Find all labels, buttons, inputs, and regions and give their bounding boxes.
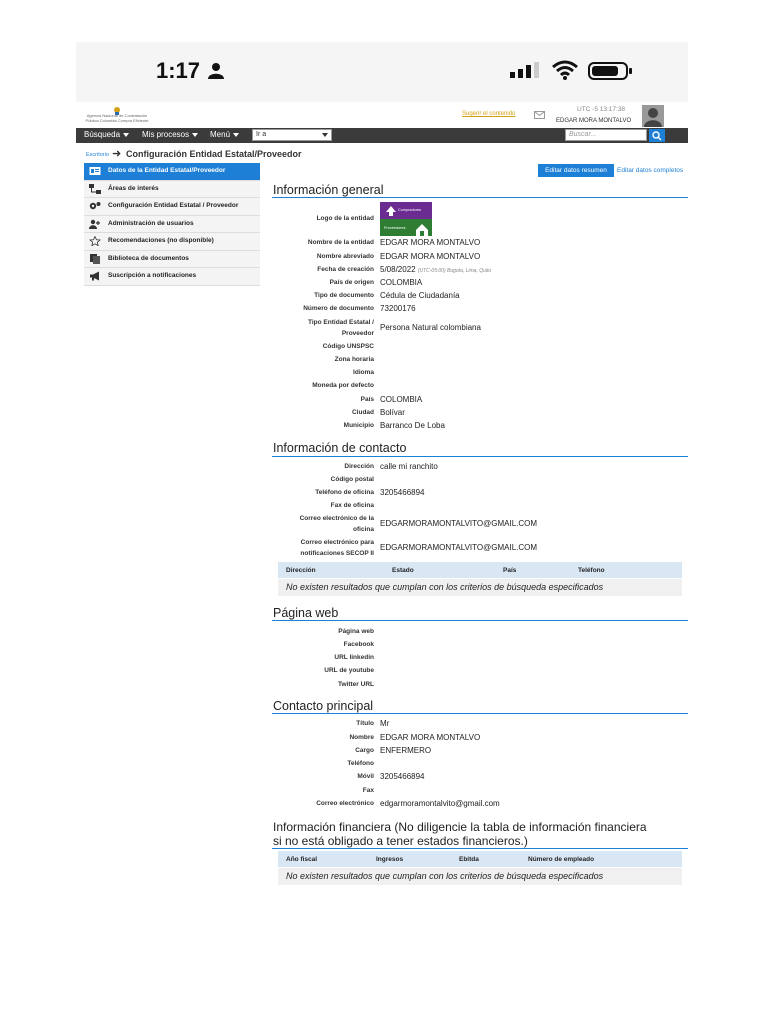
- field-label: Página web: [338, 628, 374, 635]
- field-value: EDGARMORAMONTALVITO@GMAIL.COM: [380, 519, 538, 528]
- field-label: Idioma: [353, 369, 374, 376]
- field-label: Dirección: [344, 463, 374, 470]
- person-icon: [207, 62, 225, 80]
- field-value: EDGAR MORA MONTALVO: [380, 733, 481, 742]
- entity-logo-text-top: Compradores: [398, 208, 422, 212]
- sidebar-item-label: Áreas de interés: [108, 184, 159, 192]
- field-label: Cargo: [355, 747, 374, 754]
- sidebar-item-label: Biblioteca de documentos: [108, 254, 189, 262]
- financial-table-header: [278, 851, 682, 867]
- column-header[interactable]: Estado: [392, 567, 414, 574]
- field-value: COLOMBIA: [380, 278, 423, 287]
- column-header[interactable]: Dirección: [286, 567, 316, 574]
- field-label: Fecha de creación: [317, 266, 374, 273]
- field-label: País de origen: [329, 279, 374, 286]
- wifi-icon: [552, 60, 578, 80]
- field-label: Código postal: [330, 476, 374, 483]
- column-header[interactable]: Ingresos: [376, 856, 404, 863]
- field-label: URL de youtube: [324, 667, 374, 674]
- field-label: Teléfono de oficina: [315, 489, 374, 496]
- field-label: Nombre abreviado: [316, 253, 374, 260]
- section-title-contacto: Información de contacto: [273, 441, 407, 455]
- field-label: Municipio: [343, 422, 374, 429]
- field-value: 3205466894: [380, 488, 425, 497]
- field-label: Logo de la entidad: [316, 215, 374, 222]
- field-label: Código UNSPSC: [322, 343, 374, 350]
- section-divider: [272, 456, 688, 457]
- field-value: EDGAR MORA MONTALVO: [380, 252, 481, 261]
- avatar[interactable]: [642, 105, 664, 127]
- sidebar-item-areas-interes[interactable]: [84, 181, 260, 199]
- suggest-content-link[interactable]: Sugerir el contenido: [462, 111, 516, 117]
- breadcrumb-desk-link[interactable]: Escritorio: [86, 152, 109, 158]
- search-input[interactable]: Buscar...: [565, 129, 647, 141]
- column-header[interactable]: País: [503, 567, 517, 574]
- edit-complete-link[interactable]: Editar datos completos: [617, 167, 684, 174]
- sidebar-item-datos-entidad[interactable]: [84, 163, 260, 181]
- field-value: calle mi ranchito: [380, 462, 438, 471]
- caret-down-icon: [192, 133, 198, 137]
- section-divider: [272, 620, 688, 621]
- field-value: Persona Natural colombiana: [380, 323, 481, 332]
- sidebar-item-suscripcion[interactable]: [84, 268, 260, 286]
- agency-logo-text: Agencia Nacional de Contratación Pública Colombia Compra Eficiente: [85, 113, 149, 123]
- field-value: Barranco De Loba: [380, 421, 445, 430]
- field-label: Zona horaria: [334, 356, 374, 363]
- entity-logo-text-bottom: Proveedores: [384, 226, 406, 230]
- field-label: Nombre: [349, 734, 374, 741]
- go-to-select[interactable]: Ir a: [252, 129, 332, 141]
- sidebar-item-label: Datos de la Entidad Estatal/Proveedor: [108, 167, 226, 174]
- field-label: Correo electrónico: [316, 800, 374, 807]
- field-label: Tipo Entidad Estatal /: [308, 319, 374, 326]
- documents-icon: [89, 254, 101, 264]
- column-header[interactable]: Teléfono: [578, 567, 605, 574]
- users-icon: [89, 219, 101, 229]
- utc-clock: UTC -5 13:17:38: [577, 106, 626, 113]
- sidebar-item-biblioteca[interactable]: [84, 251, 260, 269]
- section-title-financiera: Información financiera (No diligencie la tabla de información financiera: [273, 820, 647, 834]
- field-label: Correo electrónico para: [300, 539, 374, 546]
- field-value: Bolívar: [380, 408, 405, 417]
- section-subtitle-financiera: si no está obligado a tener estados financieros.): [273, 834, 528, 848]
- search-button[interactable]: [649, 129, 665, 142]
- field-label: Moneda por defecto: [312, 382, 374, 389]
- address-table-header: [278, 562, 682, 578]
- megaphone-icon: [89, 271, 101, 281]
- id-card-icon: [89, 166, 101, 176]
- gears-icon: [89, 201, 101, 211]
- field-value: 5/08/2022 (UTC-05:00) Bogota, Lima, Quito: [380, 265, 492, 274]
- nav-mis-procesos[interactable]: Mis procesos: [142, 130, 198, 139]
- field-value: edgarmoramontalvito@gmail.com: [380, 799, 500, 808]
- arrow-right-icon: ➜: [112, 148, 122, 160]
- field-label: Fax: [362, 787, 374, 794]
- field-value: Mr: [380, 719, 390, 728]
- nav-menu[interactable]: Menú: [210, 130, 239, 139]
- column-header[interactable]: Número de empleado: [528, 856, 595, 863]
- field-label: Facebook: [343, 641, 374, 648]
- edit-summary-button[interactable]: Editar datos resumen: [538, 164, 614, 177]
- field-value: COLOMBIA: [380, 395, 423, 404]
- search-icon: [649, 129, 665, 142]
- column-header[interactable]: Ebitda: [459, 856, 479, 863]
- field-label: URL linkedin: [334, 654, 374, 661]
- sidebar: [84, 163, 260, 286]
- sidebar-item-label: Recomendaciones (no disponible): [108, 237, 214, 244]
- nav-busqueda[interactable]: Búsqueda: [84, 130, 129, 139]
- field-label: Ciudad: [351, 409, 374, 416]
- field-label: Número de documento: [303, 305, 374, 312]
- empty-message: No existen resultados que cumplan con los criterios de búsqueda especificados: [286, 582, 604, 592]
- field-label: Correo electrónico de la: [299, 515, 374, 522]
- field-label: Proveedor: [341, 330, 374, 337]
- field-value: EDGARMORAMONTALVITO@GMAIL.COM: [380, 543, 538, 552]
- mail-icon[interactable]: [534, 111, 545, 119]
- cellular-signal-icon: [510, 62, 540, 78]
- sidebar-item-label: Suscripción a notificaciones: [108, 272, 197, 279]
- status-time: 1:17: [156, 58, 201, 83]
- sidebar-item-label: Configuración Entidad Estatal / Proveedor: [108, 202, 239, 209]
- section-divider: [272, 713, 688, 714]
- page-title: Configuración Entidad Estatal/Proveedor: [126, 149, 302, 159]
- field-value: EDGAR MORA MONTALVO: [380, 238, 481, 247]
- field-value: Cédula de Ciudadanía: [380, 291, 460, 300]
- field-label: notificaciones SECOP II: [300, 550, 374, 557]
- field-value: 3205466894: [380, 772, 425, 781]
- sidebar-item-recomendaciones[interactable]: [84, 233, 260, 251]
- field-label: Título: [356, 720, 374, 727]
- caret-down-icon: [123, 133, 129, 137]
- field-label: Fax de oficina: [330, 502, 374, 509]
- entity-logo: [380, 202, 432, 236]
- section-divider: [272, 197, 688, 198]
- address-table-empty: [278, 579, 682, 596]
- battery-icon: [588, 62, 634, 80]
- field-label: Twitter URL: [338, 681, 374, 688]
- field-label: Tipo de documento: [314, 292, 374, 299]
- field-label: País: [360, 396, 374, 403]
- field-label: Móvil: [357, 773, 374, 780]
- empty-message: No existen resultados que cumplan con los criterios de búsqueda especificados: [286, 871, 604, 881]
- section-title-principal: Contacto principal: [273, 699, 374, 713]
- sidebar-item-label: Administración de usuarios: [108, 219, 194, 227]
- hierarchy-icon: [89, 184, 101, 194]
- sidebar-item-configuracion[interactable]: [84, 198, 260, 216]
- sidebar-item-usuarios[interactable]: [84, 216, 260, 234]
- field-label: oficina: [353, 526, 374, 533]
- user-name[interactable]: EDGAR MORA MONTALVO: [556, 118, 632, 124]
- field-value: 73200176: [380, 304, 416, 313]
- caret-down-icon: [322, 133, 328, 137]
- financial-table-empty: [278, 868, 682, 885]
- star-icon: [89, 236, 101, 246]
- user-silhouette-icon: [642, 105, 664, 127]
- field-label: Nombre de la entidad: [307, 239, 374, 246]
- section-title-web: Página web: [273, 606, 339, 620]
- section-divider: [272, 848, 688, 849]
- section-title-general: Información general: [273, 183, 384, 197]
- field-value: ENFERMERO: [380, 746, 432, 755]
- field-label: Teléfono: [347, 760, 374, 767]
- column-header[interactable]: Año fiscal: [286, 856, 318, 863]
- caret-down-icon: [233, 133, 239, 137]
